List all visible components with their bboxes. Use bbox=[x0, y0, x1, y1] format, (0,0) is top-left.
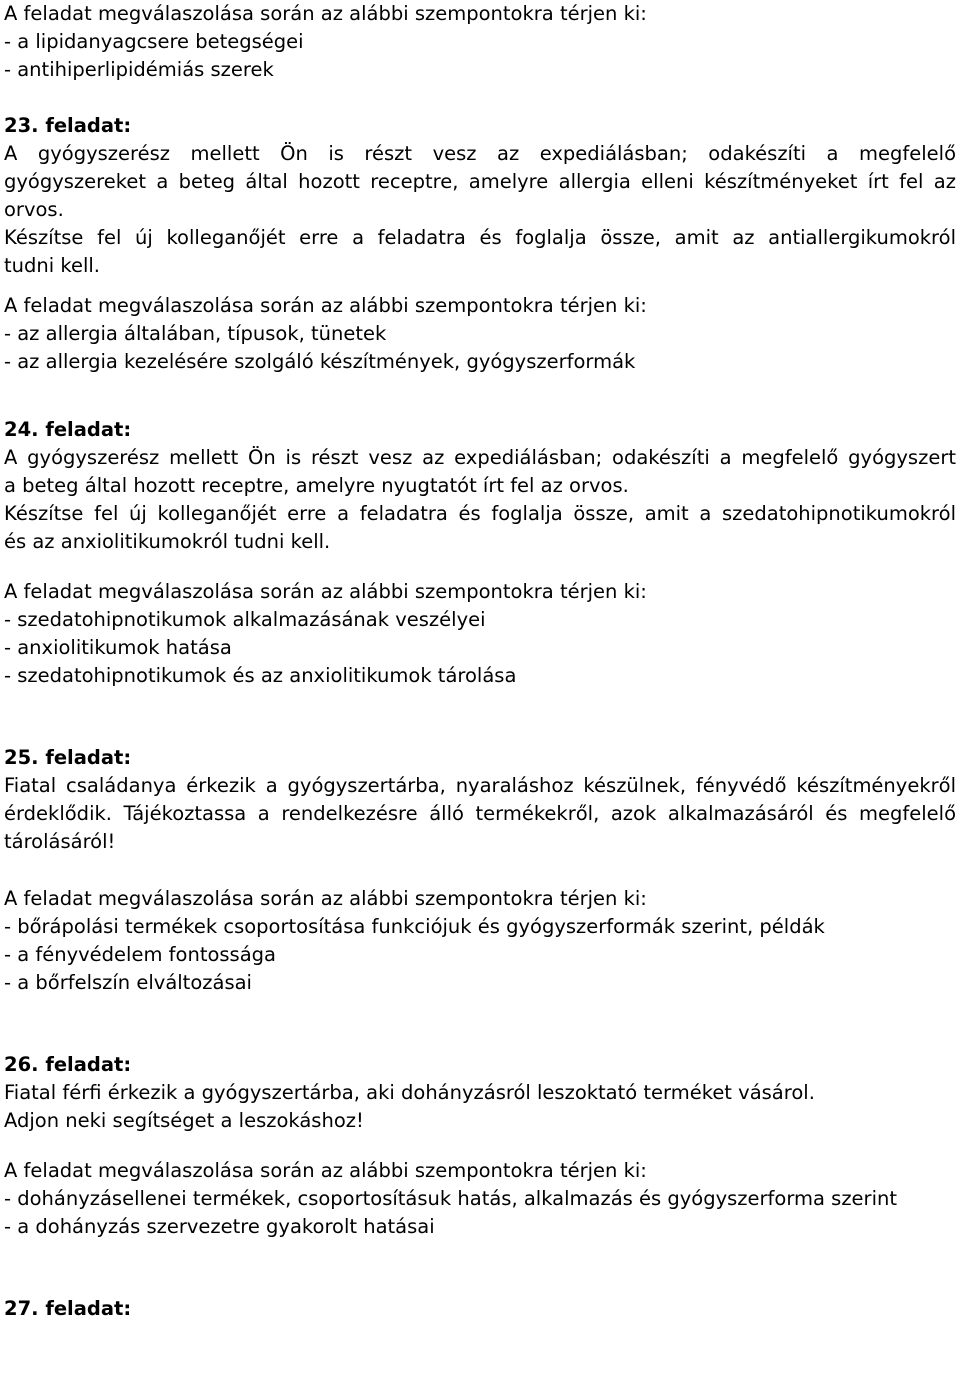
task-description-line: és az anxiolitikumokról tudni kell. bbox=[4, 530, 331, 553]
task-description-line: A gyógyszerész mellett Ön is részt vesz az expediálásban; odakészíti a megfelelő gyógyszert bbox=[4, 446, 956, 469]
task-title: 25. feladat: bbox=[4, 746, 132, 769]
spacer bbox=[4, 376, 956, 416]
task-description-line: Készítse fel új kolleganőjét erre a feladatra és foglalja össze, amit a szedatohipnotikumokról bbox=[4, 502, 956, 525]
task-25 bbox=[4, 744, 956, 997]
task-point: - az allergia általában, típusok, tünetek bbox=[4, 322, 387, 345]
spacer bbox=[4, 856, 956, 885]
task-27 bbox=[4, 1295, 956, 1323]
spacer bbox=[4, 1135, 956, 1157]
task-point: - az allergia kezelésére szolgáló készítmények, gyógyszerformák bbox=[4, 350, 636, 373]
task-points-header: A feladat megválaszolása során az alábbi szempontokra térjen ki: bbox=[4, 1159, 647, 1182]
spacer bbox=[4, 280, 956, 292]
task-description-line: gyógyszereket a beteg által hozott receptre, amelyre allergia elleni készítményeket írt fel az bbox=[4, 170, 956, 193]
task-description-line: Adjon neki segítséget a leszokáshoz! bbox=[4, 1109, 364, 1132]
task-description-line: tudni kell. bbox=[4, 254, 100, 277]
task-23 bbox=[4, 112, 956, 376]
task-description-line: Készítse fel új kolleganőjét erre a feladatra és foglalja össze, amit az antiallergikumokról bbox=[4, 226, 956, 249]
document-page bbox=[4, 0, 956, 1323]
task-points-header: A feladat megválaszolása során az alábbi szempontokra térjen ki: bbox=[4, 294, 647, 317]
task-description-line: Fiatal családanya érkezik a gyógyszertárba, nyaraláshoz készülnek, fényvédő készítményekről bbox=[4, 774, 956, 797]
task-point: - dohányzásellenei termékek, csoportosításuk hatás, alkalmazás és gyógyszerforma szerint bbox=[4, 1187, 897, 1210]
task-point: - bőrápolási termékek csoportosítása funkciójuk és gyógyszerformák szerint, példák bbox=[4, 915, 825, 938]
task-description-line: orvos. bbox=[4, 198, 64, 221]
task-description-line: Fiatal férfi érkezik a gyógyszertárba, aki dohányzásról leszoktató terméket vásárol. bbox=[4, 1081, 815, 1104]
task-point: - szedatohipnotikumok és az anxiolitikumok tárolása bbox=[4, 664, 517, 687]
task-point: - anxiolitikumok hatása bbox=[4, 636, 232, 659]
task-24 bbox=[4, 416, 956, 690]
task-26 bbox=[4, 1051, 956, 1241]
intro-point: - a lipidanyagcsere betegségei bbox=[4, 30, 304, 53]
task-title: 26. feladat: bbox=[4, 1053, 132, 1076]
task-point: - a fényvédelem fontossága bbox=[4, 943, 276, 966]
task-title: 23. feladat: bbox=[4, 114, 132, 137]
task-point: - a bőrfelszín elváltozásai bbox=[4, 971, 252, 994]
task-points-header: A feladat megválaszolása során az alábbi szempontokra térjen ki: bbox=[4, 887, 647, 910]
task-point: - szedatohipnotikumok alkalmazásának veszélyei bbox=[4, 608, 486, 631]
spacer bbox=[4, 997, 956, 1051]
intro-header: A feladat megválaszolása során az alábbi szempontokra térjen ki: bbox=[4, 2, 647, 25]
spacer bbox=[4, 1241, 956, 1295]
task-point: - a dohányzás szervezetre gyakorolt hatásai bbox=[4, 1215, 435, 1238]
spacer bbox=[4, 84, 956, 112]
task-title: 24. feladat: bbox=[4, 418, 132, 441]
spacer bbox=[4, 556, 956, 578]
intro-point: - antihiperlipidémiás szerek bbox=[4, 58, 274, 81]
task-title: 27. feladat: bbox=[4, 1297, 132, 1320]
task-description-line: A gyógyszerész mellett Ön is részt vesz az expediálásban; odakészíti a megfelelő bbox=[4, 142, 956, 165]
task-description-line: tárolásáról! bbox=[4, 830, 116, 853]
task-points-header: A feladat megválaszolása során az alábbi szempontokra térjen ki: bbox=[4, 580, 647, 603]
spacer bbox=[4, 690, 956, 744]
task-description-line: érdeklődik. Tájékoztassa a rendelkezésre álló termékekről, azok alkalmazásáról és megfelelő bbox=[4, 802, 956, 825]
task-description-line: a beteg által hozott receptre, amelyre nyugtatót írt fel az orvos. bbox=[4, 474, 629, 497]
